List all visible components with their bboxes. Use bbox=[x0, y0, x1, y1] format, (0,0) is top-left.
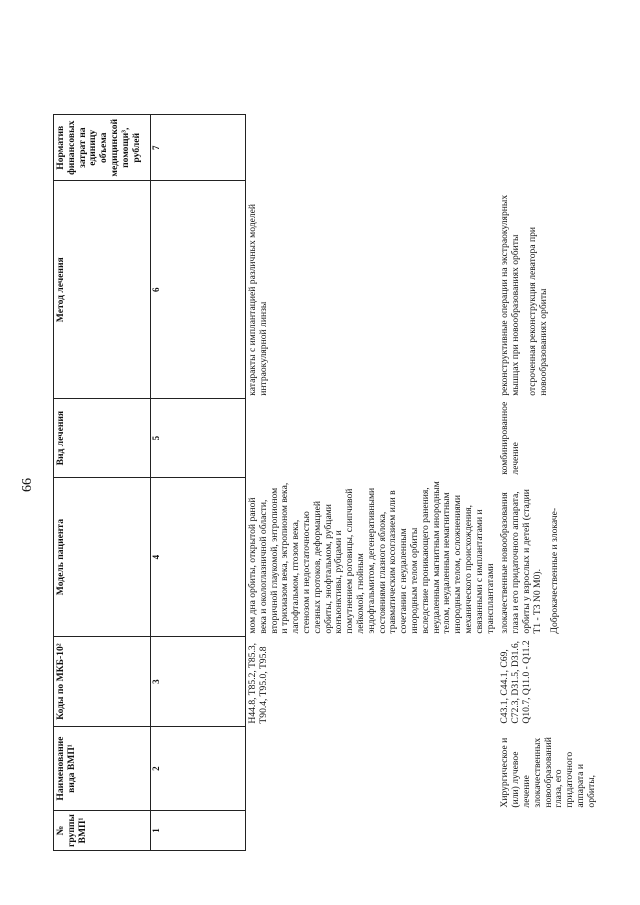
column-number: 1 bbox=[151, 811, 246, 851]
vmp-table bbox=[53, 114, 600, 851]
patient-model-text: Доброкачественные и злокаче- bbox=[548, 507, 560, 634]
column-number-row bbox=[151, 115, 246, 851]
column-number: 4 bbox=[151, 478, 246, 637]
cell-icd-codes: C43.1, C44.1, C69, C72.3, D31.5, D31.6, Q10.7, Q11.0 - Q11.2 bbox=[499, 640, 532, 724]
cell-patient-model: мом дна орбиты, открытой раной века и окологлазничной области, вторичной глаукомой, энтропионом и трихиазом века, эктропионом века, лагофтальмом, птозом века, стенозом и недостаточностью слезных протоков, деформацией орбиты, энофтальмом, рубцами конъюнктивы, рубцами и помутнением роговицы, слипчивой лейкомой, гнойным эндофтальмитом, дегенеративными состояниями глазного яблока, травматическим косоглазием или в сочетании с неудаленным инородным телом орбиты вследствие проникающего ранения, неудаленным магнитным инородным телом, неудаленным немагнитным инородным телом, осложнениями механического происхождения, связанными с имплантатами и трансплантатами bbox=[247, 481, 496, 634]
rotated-page bbox=[20, 85, 600, 885]
cell-treatment-method bbox=[498, 181, 599, 399]
cell-vmp-name: Хирургическое и (или) лучевое лечение злокачественных новообразований глаза, его придаточного аппарата и орбиты, bbox=[499, 737, 597, 808]
cell-treatment-type: комбинированное лечение bbox=[499, 401, 522, 475]
header-icd-codes: Коды по МКБ-10² bbox=[54, 637, 151, 727]
header-row bbox=[54, 115, 151, 851]
column-number: 5 bbox=[151, 399, 246, 478]
cell-group-number bbox=[498, 811, 599, 851]
cell-icd-codes: H44.8, T85.2, T85.3, T90.4, T95.0, T95.8 bbox=[247, 642, 269, 724]
column-number: 6 bbox=[151, 181, 246, 399]
page-number: 66 bbox=[20, 478, 35, 492]
column-number: 3 bbox=[151, 637, 246, 727]
column-number: 2 bbox=[151, 727, 246, 811]
table-row bbox=[246, 115, 499, 851]
header-patient-model: Модель пациента bbox=[54, 478, 151, 637]
cell-treatment-method: катаракты с имплантацией различных моделей интраокулярной линзы bbox=[247, 203, 269, 396]
cell-cost-standard bbox=[246, 115, 499, 181]
cell-vmp-name bbox=[246, 727, 499, 811]
header-cost-standard: Норматив финансовых затрат на единицу объема медицинской помощи³, рублей bbox=[54, 115, 151, 181]
treatment-method-text: реконструктивные операции на экстраокулярных мышцах при новообразованиях орбиты bbox=[499, 194, 522, 396]
cell-treatment-type bbox=[246, 399, 499, 478]
treatment-method-text: отсроченная реконструкция леватора при новообразованиях орбиты bbox=[526, 226, 549, 396]
header-group-number: № группы ВМП¹ bbox=[54, 811, 151, 851]
column-number: 7 bbox=[151, 115, 246, 181]
header-treatment-type: Вид лечения bbox=[54, 399, 151, 478]
cell-patient-model bbox=[498, 478, 599, 637]
table-row bbox=[498, 115, 599, 851]
cell-cost-standard bbox=[498, 115, 599, 181]
cell-group-number bbox=[246, 811, 499, 851]
header-vmp-name: Наименование вида ВМП¹ bbox=[54, 727, 151, 811]
patient-model-text: злокачественные новообразования глаза и его придаточного аппарата, орбиты у взрослых и детей (стадии T1 - T3 N0 M0). bbox=[499, 489, 543, 634]
header-treatment-method: Метод лечения bbox=[54, 181, 151, 399]
